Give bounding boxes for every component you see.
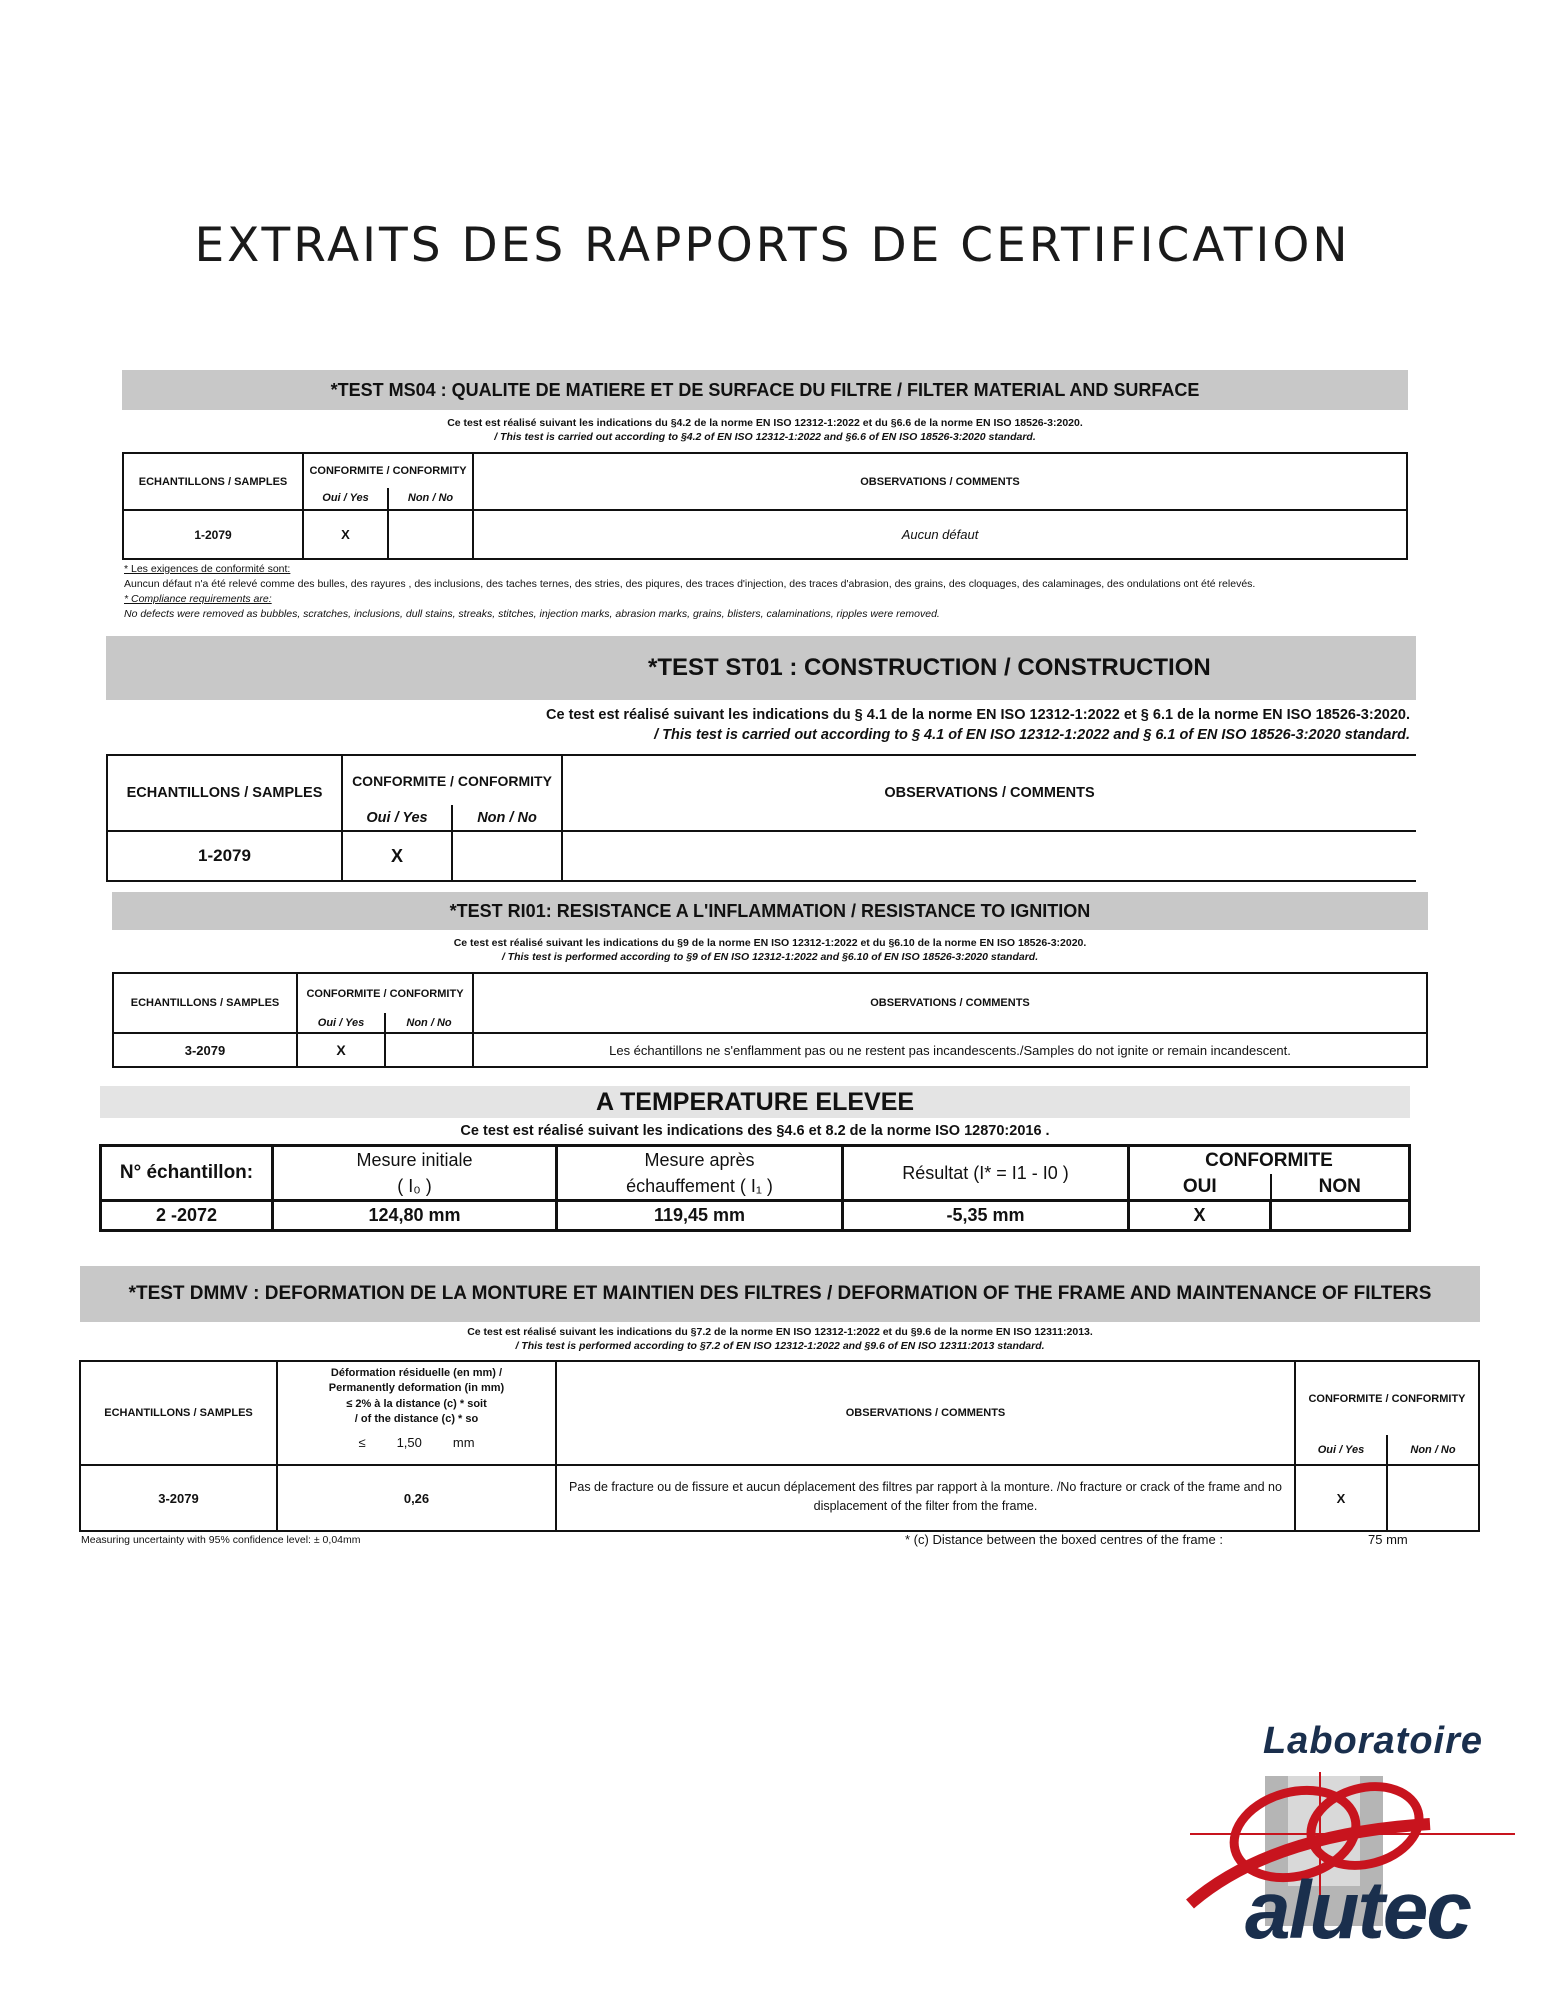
ms04-req-en-label: * Compliance requirements are:	[124, 592, 272, 605]
temp-table	[99, 1144, 1411, 1232]
temp-col-non: NON	[1271, 1174, 1410, 1201]
temp-result: -5,35 mm	[843, 1201, 1129, 1231]
ms04-comment: Aucun défaut	[473, 510, 1407, 559]
ri01-note-en: / This test is performed according to §9 of EN ISO 12312-1:2022 and §6.10 of EN ISO 18526-3:2020 standard.	[501, 951, 1039, 964]
temp-col-after	[557, 1146, 843, 1201]
temp-col-initial	[273, 1146, 557, 1201]
ms04-table	[122, 452, 1408, 560]
dmmv-distance-label: * (c) Distance between the boxed centres of the frame :	[905, 1532, 1223, 1547]
ms04-yes-header: Oui / Yes	[303, 488, 388, 510]
dmmv-distance-value: 75 mm	[1368, 1532, 1408, 1547]
dmmv-limit-symbol: ≤	[358, 1434, 366, 1450]
temp-col-after-2: échauffement ( I₁ )	[626, 1176, 773, 1197]
temp-note: Ce test est réalisé suivant les indications des §4.6 et 8.2 de la norme ISO 12870:2016 .	[460, 1123, 1050, 1139]
dmmv-samples-header: ECHANTILLONS / SAMPLES	[80, 1361, 277, 1465]
dmmv-table	[79, 1360, 1480, 1532]
ms04-sample: 1-2079	[123, 510, 303, 559]
temp-col-initial-2: ( I₀ )	[397, 1176, 432, 1197]
st01-note-en: / This test is carried out according to § 4.1 of EN ISO 12312-1:2022 and § 6.1 of EN ISO 18526-3:2020 standard.	[654, 726, 1410, 743]
temp-col-oui: OUI	[1129, 1174, 1271, 1201]
ri01-no-header: Non / No	[385, 1013, 473, 1033]
dmmv-deform-header-1: Déformation résiduelle (en mm) /	[330, 1367, 503, 1379]
ri01-note	[112, 936, 1428, 964]
dmmv-deformation: 0,26	[277, 1465, 556, 1531]
dmmv-no-cell	[1387, 1465, 1479, 1531]
dmmv-observations-header: OBSERVATIONS / COMMENTS	[556, 1361, 1295, 1465]
temp-title: A TEMPERATURE ELEVEE	[100, 1086, 1410, 1118]
ri01-no-cell	[385, 1033, 473, 1067]
dmmv-note	[80, 1325, 1480, 1353]
dmmv-note-en: / This test is performed according to §7.2 of EN ISO 12312-1:2022 and §9.6 of EN ISO 12311:2013 standard.	[515, 1340, 1045, 1353]
dmmv-no-header: Non / No	[1387, 1435, 1479, 1465]
ri01-table	[112, 972, 1428, 1068]
ms04-yes-mark: X	[303, 510, 388, 559]
st01-sample: 1-2079	[107, 831, 342, 881]
st01-table	[106, 754, 1416, 882]
st01-conformity-header: CONFORMITE / CONFORMITY	[342, 755, 562, 805]
ms04-samples-header: ECHANTILLONS / SAMPLES	[123, 453, 303, 510]
ri01-note-fr: Ce test est réalisé suivant les indications du §9 de la norme EN ISO 12312-1:2022 et du §6.10 de la norme EN ISO 18526-3:2020.	[453, 937, 1087, 949]
ri01-title: *TEST RI01: RESISTANCE A L'INFLAMMATION / RESISTANCE TO IGNITION	[112, 892, 1428, 930]
dmmv-deform-header-2: Permanently deformation (in mm)	[328, 1382, 505, 1395]
ri01-sample: 3-2079	[113, 1033, 297, 1067]
ms04-title: *TEST MS04 : QUALITE DE MATIERE ET DE SURFACE DU FILTRE / FILTER MATERIAL AND SURFACE	[122, 370, 1408, 410]
st01-observations-header: OBSERVATIONS / COMMENTS	[562, 755, 1416, 831]
st01-title: *TEST ST01 : CONSTRUCTION / CONSTRUCTION	[106, 636, 1416, 700]
temp-initial: 124,80 mm	[273, 1201, 557, 1231]
temp-after: 119,45 mm	[557, 1201, 843, 1231]
st01-note	[420, 706, 1410, 745]
ms04-note	[122, 416, 1408, 444]
ms04-conformity-header: CONFORMITE / CONFORMITY	[303, 453, 473, 488]
ms04-req-fr-text: Auncun défaut n'a été relevé comme des bulles, des rayures , des inclusions, des taches ternes, des stries, des piqures, des traces d'injection, des traces d'abrasion, des grains, des cloquages, des calaminages, des ondulations ont été relevés.	[124, 577, 1256, 590]
dmmv-limit-unit: mm	[452, 1434, 475, 1450]
st01-yes-header: Oui / Yes	[342, 805, 452, 831]
dmmv-note-fr: Ce test est réalisé suivant les indications du §7.2 de la norme EN ISO 12312-1:2022 et du §9.6 de la norme EN ISO 12311:2013.	[467, 1326, 1093, 1338]
dmmv-comment: Pas de fracture ou de fissure et aucun déplacement des filtres par rapport à la monture. /No fracture or crack of the frame and no displacement of the filter from the frame.	[556, 1465, 1295, 1531]
dmmv-limit	[281, 1434, 552, 1452]
dmmv-deform-header	[277, 1361, 556, 1465]
st01-no-header: Non / No	[452, 805, 562, 831]
ri01-samples-header: ECHANTILLONS / SAMPLES	[113, 973, 297, 1033]
ms04-requirements	[124, 562, 1424, 622]
dmmv-yes-mark: X	[1295, 1465, 1387, 1531]
dmmv-yes-header: Oui / Yes	[1295, 1435, 1387, 1465]
logo-text-bottom: alutec	[1245, 1865, 1470, 1956]
temp-col-sample: N° échantillon:	[101, 1146, 273, 1201]
st01-note-fr: Ce test est réalisé suivant les indications du § 4.1 de la norme EN ISO 12312-1:2022 et § 6.1 de la norme EN ISO 18526-3:2020.	[546, 707, 1410, 723]
ms04-req-fr-label: * Les exigences de conformité sont:	[124, 563, 291, 575]
page-title: EXTRAITS DES RAPPORTS DE CERTIFICATION	[194, 218, 1351, 273]
temp-oui-mark: X	[1129, 1201, 1271, 1231]
dmmv-uncertainty: Measuring uncertainty with 95% confidence level: ± 0,04mm	[81, 1534, 361, 1546]
ri01-observations-header: OBSERVATIONS / COMMENTS	[473, 973, 1427, 1033]
ms04-observations-header: OBSERVATIONS / COMMENTS	[473, 453, 1407, 510]
temp-col-initial-1: Mesure initiale	[356, 1150, 473, 1170]
dmmv-title: *TEST DMMV : DEFORMATION DE LA MONTURE ET MAINTIEN DES FILTRES / DEFORMATION OF THE FRAME AND MAINTENANCE OF FILTERS	[80, 1266, 1480, 1322]
ms04-no-cell	[388, 510, 473, 559]
st01-no-cell	[452, 831, 562, 881]
ri01-yes-mark: X	[297, 1033, 385, 1067]
ms04-no-header: Non / No	[388, 488, 473, 510]
temp-sample: 2 -2072	[101, 1201, 273, 1231]
dmmv-limit-value: 1,50	[396, 1434, 422, 1450]
dmmv-deform-header-3: ≤ 2% à la distance (c) * soit	[346, 1397, 487, 1410]
ms04-note-fr: Ce test est réalisé suivant les indications du §4.2 de la norme EN ISO 12312-1:2022 et du §6.6 de la norme EN ISO 18526-3:2020.	[447, 417, 1083, 429]
st01-yes-mark: X	[342, 831, 452, 881]
ri01-comment: Les échantillons ne s'enflamment pas ou ne restent pas incandescents./Samples do not ignite or remain incandescent.	[473, 1033, 1427, 1067]
ri01-yes-header: Oui / Yes	[297, 1013, 385, 1033]
temp-col-conformity: CONFORMITE	[1129, 1146, 1410, 1175]
logo-text-top: Laboratoire	[1262, 1720, 1484, 1762]
temp-non-cell	[1271, 1201, 1410, 1231]
ms04-req-en-text: No defects were removed as bubbles, scratches, inclusions, dull stains, streaks, stitches, injection marks, abrasion marks, grains, blisters, calaminations, ripples were removed.	[124, 607, 940, 620]
dmmv-conformity-header: CONFORMITE / CONFORMITY	[1295, 1361, 1479, 1435]
ms04-note-en: / This test is carried out according to §4.2 of EN ISO 12312-1:2022 and §6.6 of EN ISO 18526-3:2020 standard.	[494, 431, 1036, 444]
temp-col-result: Résultat (I* = I1 - I0 )	[843, 1146, 1129, 1201]
st01-comment-cell	[562, 831, 1416, 881]
dmmv-sample: 3-2079	[80, 1465, 277, 1531]
ri01-conformity-header: CONFORMITE / CONFORMITY	[297, 973, 473, 1013]
laboratoire-alutec-logo	[1180, 1720, 1525, 1970]
dmmv-deform-header-4: / of the distance (c) * so	[354, 1413, 479, 1426]
temp-col-after-1: Mesure après	[644, 1150, 755, 1170]
st01-samples-header: ECHANTILLONS / SAMPLES	[107, 755, 342, 831]
